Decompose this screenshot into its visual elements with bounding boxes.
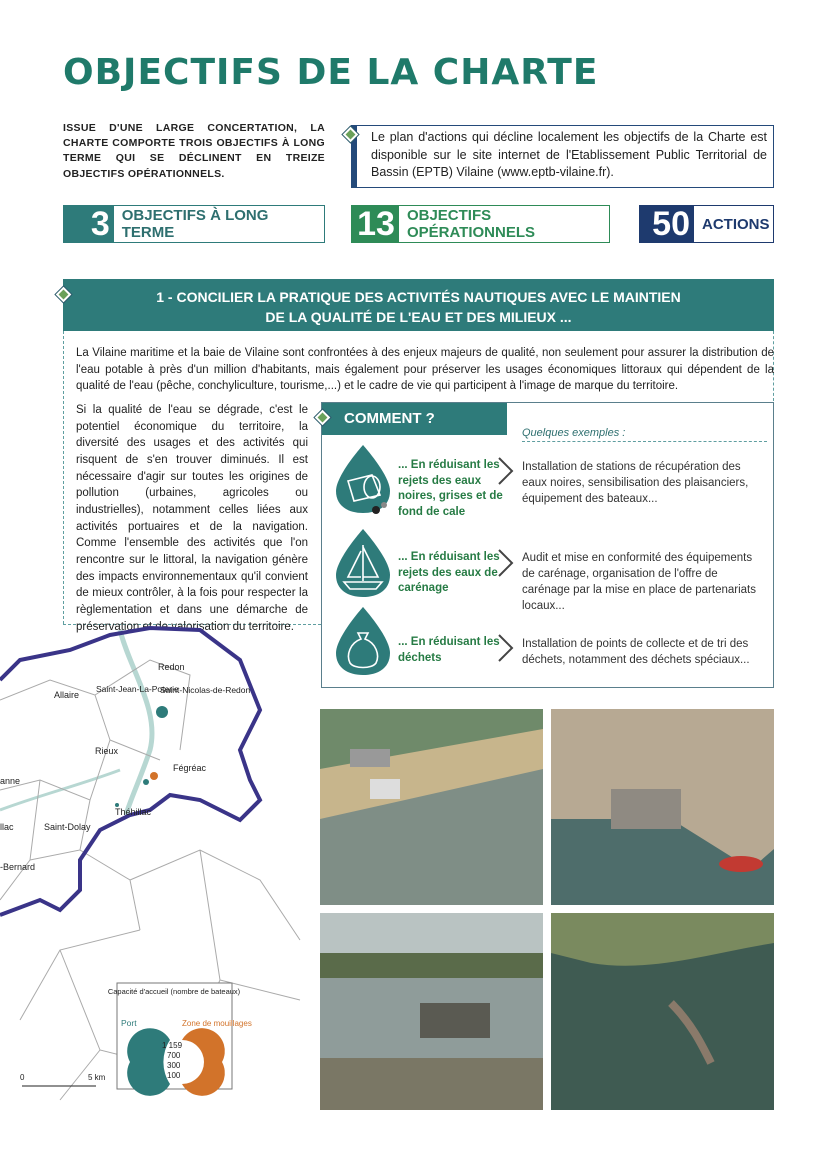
- result-text: Installation de stations de récupération des eaux noires, sensibilisation des plaisanciers, équipement des bateaux...: [522, 461, 749, 506]
- stat-number: 3: [64, 206, 114, 242]
- charter-boundary: [0, 628, 260, 915]
- stat-label: ACTIONS: [702, 215, 770, 233]
- place-label: Redon: [158, 662, 185, 672]
- drop-boat-icon: [332, 443, 394, 515]
- stat-label: OBJECTIFS OPÉRATIONNELS: [406, 207, 536, 241]
- river: [120, 630, 152, 815]
- place-label: Fégréac: [173, 763, 207, 773]
- stat-number: 50: [640, 206, 694, 242]
- legend-value: 1 159: [162, 1041, 183, 1050]
- place-label: anne: [0, 776, 21, 786]
- examples-rule: [522, 441, 767, 442]
- port-marker: [143, 779, 149, 785]
- aerial-harbor-photo: [551, 709, 774, 905]
- map-legend: [108, 983, 252, 1096]
- how-panel: [321, 402, 774, 688]
- place-label: Allaire: [54, 690, 80, 700]
- stat-long-term: [63, 205, 325, 243]
- legend-title: Capacité d'accueil (nombre de bateaux): [107, 987, 241, 996]
- diamond-bullet-icon: [315, 410, 331, 426]
- coastal-aerial-photo: [551, 913, 774, 1110]
- legend-port: Port: [121, 1018, 137, 1028]
- mooring-marker: [150, 772, 158, 780]
- legend-value: 100: [167, 1071, 181, 1080]
- svg-text:0: 0: [20, 1073, 25, 1082]
- legend-value: 300: [167, 1061, 181, 1070]
- place-label: Rieux: [95, 746, 119, 756]
- svg-text:5 km: 5 km: [88, 1073, 106, 1082]
- legend-value: 700: [167, 1051, 181, 1060]
- place-label: Saint-Jean-La-Poterie: [96, 684, 179, 694]
- intro-paragraph: La Vilaine maritime et la baie de Vilaine sont confrontées à des enjeux majeurs de qualité, non seulement pour assurer la distribution de l'eau potable à près d'un million d'habitants, mais également pour préserver les usages économiques littoraux qui dépendent de la qualité de l'eau (pêche, conchyliculture, tourisme,...) et le cadre de vie qui participent à l'image de marque du territoire.: [76, 347, 774, 393]
- stat-actions: [639, 205, 774, 243]
- examples-label: Quelques exemples :: [522, 427, 626, 439]
- stat-number: 13: [352, 206, 399, 242]
- action-label: ... En réduisant les rejets des eaux de carénage: [398, 551, 500, 595]
- stat-operational: [351, 205, 610, 243]
- place-label: Théhillac: [115, 807, 152, 817]
- scale-bar: [20, 1073, 106, 1086]
- stat-label: OBJECTIFS À LONG TERME: [121, 207, 269, 241]
- info-text: Le plan d'actions qui décline localement les objectifs de la Charte est disponible sur le site internet de l'Etablissement Public Territorial de Bassin (EPTB) Vilaine (www.eptb-vilaine.fr).: [371, 130, 767, 179]
- chevron-right-icon: [496, 633, 516, 663]
- legend-zone: Zone de mouillages: [182, 1019, 252, 1028]
- action-label: ... En réduisant les rejets des eaux noires, grises et de fond de cale: [398, 459, 503, 518]
- diamond-bullet-icon: [343, 127, 359, 143]
- place-label: -Bernard: [0, 862, 36, 872]
- page-title: OBJECTIFS DE LA CHARTE: [63, 52, 599, 93]
- result-text: Audit et mise en conformité des équipements de carénage, organisation de l'offre de carénage par la mise en place de partenariats locaux...: [522, 552, 756, 613]
- dashed-frame-top: [63, 331, 64, 624]
- banner-line-1: 1 - CONCILIER LA PRATIQUE DES ACTIVITÉS NAUTIQUES AVEC LE MAINTIEN: [156, 289, 681, 305]
- intro-text: ISSUE D'UNE LARGE CONCERTATION, LA CHARTE COMPORTE TROIS OBJECTIFS À LONG TERME QUI SE DÉCLINENT EN TREIZE OBJECTIFS OPÉRATIONNELS.: [63, 122, 325, 180]
- place-label: Saint-Nicolas-de-Redon: [160, 685, 251, 695]
- chevron-right-icon: [496, 548, 516, 578]
- drop-sailboat-icon: [332, 527, 394, 599]
- info-box: [351, 125, 774, 188]
- body-paragraph: Si la qualité de l'eau se dégrade, c'est le potentiel économique du territoire, la diversité des usages et des activités qui risquent de s'en trouver diminués. Il est nécessaire d'agir sur toutes les origines de pollution (urbaines, agricoles ou industrielles), notamment celles liées aux activités portuaires et de la navigation. Comme l'ensemble des activités que l'on rencontre sur le littoral, la navigation génère des impacts environnementaux qu'il convient de mieux contrôler, à la fois pour respecter la règlementation et dans une démarche de préservation et de valorisation du territoire.: [76, 404, 308, 633]
- how-heading: COMMENT ?: [322, 403, 507, 435]
- place-label: llac: [0, 822, 14, 832]
- drop-bag-icon: [332, 605, 394, 677]
- aerial-beach-photo: [320, 709, 543, 905]
- banner-line-2: DE LA QUALITÉ DE L'EAU ET DES MILIEUX ...: [265, 308, 572, 325]
- place-label: Saint-Dolay: [44, 822, 91, 832]
- result-text: Installation de points de collecte et de tri des déchets, notamment des déchets spéciaux...: [522, 638, 750, 667]
- oyster-boat-photo: [320, 913, 543, 1110]
- port-marker: [156, 706, 168, 718]
- section-banner: [63, 279, 774, 331]
- chevron-right-icon: [496, 456, 516, 486]
- territory-map: [0, 600, 315, 1110]
- action-label: ... En réduisant les déchets: [398, 636, 500, 664]
